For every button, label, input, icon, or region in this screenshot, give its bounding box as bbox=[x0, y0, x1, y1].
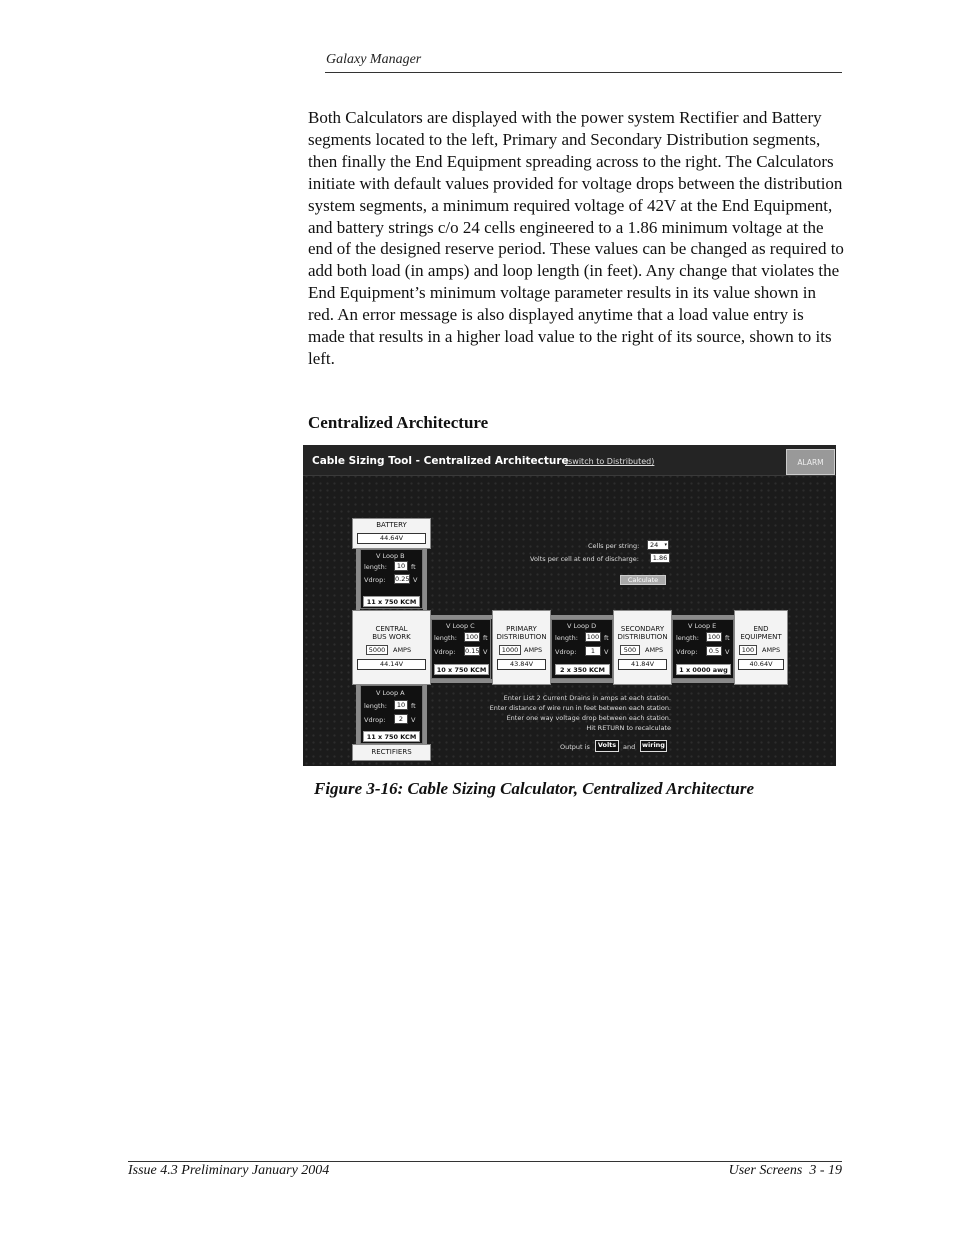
primary-line1: PRIMARY bbox=[506, 625, 537, 633]
loop-e-vdrop-input[interactable]: 0.5 bbox=[706, 646, 722, 656]
primary-amps-input[interactable]: 1000 bbox=[499, 645, 521, 655]
volts-button[interactable]: Volts bbox=[595, 740, 619, 752]
loop-d-length-label: length: bbox=[555, 634, 578, 642]
loop-a-vdrop-label: Vdrop: bbox=[364, 716, 386, 724]
loop-b-length-input[interactable]: 10 bbox=[394, 561, 408, 571]
loop-e-vdrop-unit: V bbox=[725, 648, 730, 656]
secondary-line2: DISTRIBUTION bbox=[617, 633, 668, 641]
loop-a-title: V Loop A bbox=[376, 689, 405, 697]
end-line2: EQUIPMENT bbox=[740, 633, 782, 641]
loop-b-panel bbox=[360, 549, 423, 609]
loop-d-length-unit: ft bbox=[604, 634, 609, 642]
section-heading: Centralized Architecture bbox=[308, 413, 489, 432]
end-line1: END bbox=[753, 625, 769, 633]
chevron-down-icon: ▾ bbox=[664, 542, 667, 548]
loop-a-cable: 11 x 750 KCM bbox=[363, 731, 420, 742]
instruction-line: Hit RETURN to recalculate bbox=[586, 724, 671, 732]
body-paragraph: Both Calculators are displayed with the power system Rectifier and Battery segments located to the left, Primary and Secondary Distribution segments, then finally the End Equipment spreading across to the right. The Calculators initiate with default values provided for voltage drops between the distribution system segments, a minimum required voltage of 42V at the End Equipment, and battery strings c/o 24 cells engineered to a 1.86 minimum voltage at the end of the designed reserve period. These values can be changed as required to add both load (in amps) and loop length (in feet). Any change that violates the End Equipment’s minimum voltage parameter results in its value shown in red. An error message is also displayed anytime that a load value entry is made that results in a higher load value to the right of its source, shown to its left. bbox=[308, 108, 844, 368]
calculate-button[interactable]: Calculate bbox=[620, 575, 666, 585]
instruction-line: Enter List 2 Current Drains in amps at each station. bbox=[503, 694, 671, 702]
wiring-button[interactable]: wiring bbox=[640, 740, 667, 752]
central-voltage: 44.14V bbox=[357, 659, 426, 670]
loop-b-cable: 11 x 750 KCM bbox=[363, 596, 420, 607]
running-header: Galaxy Manager bbox=[326, 52, 422, 67]
loop-c-length-input[interactable]: 100 bbox=[465, 633, 479, 641]
primary-line2: DISTRIBUTION bbox=[496, 633, 547, 641]
loop-b-vdrop-label: Vdrop: bbox=[364, 576, 386, 584]
loop-c-vdrop-unit: V bbox=[483, 648, 488, 656]
battery-box bbox=[352, 518, 431, 549]
secondary-amps-unit: AMPS bbox=[645, 646, 664, 654]
figure-caption: Figure 3-16: Cable Sizing Calculator, Centralized Architecture bbox=[314, 779, 754, 798]
alarm-button[interactable]: ALARM bbox=[786, 449, 835, 475]
secondary-line1: SECONDARY bbox=[620, 625, 665, 633]
rectifier-bar-right bbox=[423, 683, 427, 745]
loop-c-panel bbox=[431, 619, 491, 679]
cells-per-string-select[interactable] bbox=[647, 540, 669, 550]
footer-rule bbox=[128, 1161, 842, 1162]
header-rule bbox=[325, 72, 842, 73]
loop-a-length-unit: ft bbox=[411, 702, 416, 710]
loop-e-title: V Loop E bbox=[688, 622, 717, 630]
bus-bar-bottom bbox=[430, 679, 786, 683]
rectifiers-box bbox=[352, 744, 431, 761]
loop-d-cable: 2 x 350 KCM bbox=[555, 664, 610, 675]
loop-b-length-unit: ft bbox=[411, 563, 416, 571]
loop-c-vdrop-label: Vdrop: bbox=[434, 648, 456, 656]
loop-a-length-label: length: bbox=[364, 702, 387, 710]
loop-c-length-label: length: bbox=[434, 634, 457, 642]
central-amps-input[interactable]: 5000 bbox=[366, 645, 388, 655]
central-bus-box bbox=[352, 610, 431, 685]
end-amps-input[interactable]: 100 bbox=[739, 645, 757, 655]
end-amps-unit: AMPS bbox=[762, 646, 781, 654]
tool-title: Cable Sizing Tool - Centralized Architecture bbox=[312, 455, 569, 467]
loop-c-title: V Loop C bbox=[446, 622, 475, 630]
central-line2: BUS WORK bbox=[372, 633, 411, 641]
loop-c-length-unit: ft bbox=[483, 634, 488, 642]
tool-titlebar bbox=[303, 445, 836, 476]
loop-c-cable: 10 x 750 KCM bbox=[434, 664, 489, 675]
loop-a-vdrop-unit: V bbox=[411, 716, 416, 724]
loop-e-cable: 1 x 0000 awg bbox=[676, 664, 731, 675]
loop-d-vdrop-input[interactable]: 1 bbox=[585, 646, 601, 656]
instruction-line: Enter one way voltage drop between each station. bbox=[506, 714, 671, 722]
loop-e-vdrop-label: Vdrop: bbox=[676, 648, 698, 656]
volts-per-cell-input[interactable]: 1.86 bbox=[650, 553, 670, 563]
loop-d-panel bbox=[551, 619, 613, 679]
end-equipment-box bbox=[734, 610, 788, 685]
footer-page: User Screens 3 - 19 bbox=[728, 1163, 842, 1178]
switch-distributed-link[interactable]: (switch to Distributed) bbox=[565, 457, 655, 466]
footer-issue: Issue 4.3 Preliminary January 2004 bbox=[128, 1163, 330, 1178]
rectifiers-label: RECTIFIERS bbox=[371, 748, 412, 756]
volts-per-cell-label: Volts per cell at end of discharge: bbox=[530, 555, 639, 563]
loop-d-vdrop-label: Vdrop: bbox=[555, 648, 577, 656]
loop-a-vdrop-input[interactable]: 2 bbox=[394, 714, 408, 724]
loop-d-title: V Loop D bbox=[567, 622, 597, 630]
loop-d-vdrop-unit: V bbox=[604, 648, 609, 656]
battery-bar-right bbox=[423, 545, 427, 615]
loop-b-vdrop-unit: V bbox=[413, 576, 418, 584]
central-amps-unit: AMPS bbox=[393, 646, 412, 654]
primary-distribution-box bbox=[492, 610, 551, 685]
cells-per-string-value: 24 bbox=[650, 541, 659, 549]
cable-sizing-screenshot bbox=[303, 445, 836, 766]
end-voltage: 40.64V bbox=[738, 659, 784, 670]
primary-amps-unit: AMPS bbox=[524, 646, 543, 654]
cells-per-string-label: Cells per string: bbox=[588, 542, 640, 550]
loop-b-title: V Loop B bbox=[376, 552, 405, 560]
output-label: Output is bbox=[560, 743, 590, 751]
loop-b-vdrop-input[interactable]: 0.25 bbox=[395, 575, 410, 583]
output-and-label: and bbox=[623, 743, 636, 751]
loop-a-length-input[interactable]: 10 bbox=[394, 700, 408, 710]
loop-e-length-label: length: bbox=[676, 634, 699, 642]
loop-a-panel bbox=[360, 685, 423, 744]
secondary-amps-input[interactable]: 500 bbox=[620, 645, 640, 655]
central-line1: CENTRAL bbox=[375, 625, 408, 633]
loop-c-vdrop-input[interactable]: 0.15 bbox=[465, 647, 480, 655]
loop-e-length-input[interactable]: 100 bbox=[707, 633, 721, 641]
instruction-line: Enter distance of wire run in feet between each station. bbox=[489, 704, 671, 712]
loop-e-length-unit: ft bbox=[725, 634, 730, 642]
loop-e-panel bbox=[672, 619, 734, 679]
loop-d-length-input[interactable]: 100 bbox=[586, 633, 600, 641]
battery-voltage: 44.64V bbox=[357, 533, 426, 544]
instructions bbox=[469, 693, 671, 733]
battery-label: BATTERY bbox=[376, 521, 407, 529]
primary-voltage: 43.84V bbox=[497, 659, 546, 670]
secondary-distribution-box bbox=[613, 610, 672, 685]
secondary-voltage: 41.84V bbox=[618, 659, 667, 670]
loop-b-length-label: length: bbox=[364, 563, 387, 571]
